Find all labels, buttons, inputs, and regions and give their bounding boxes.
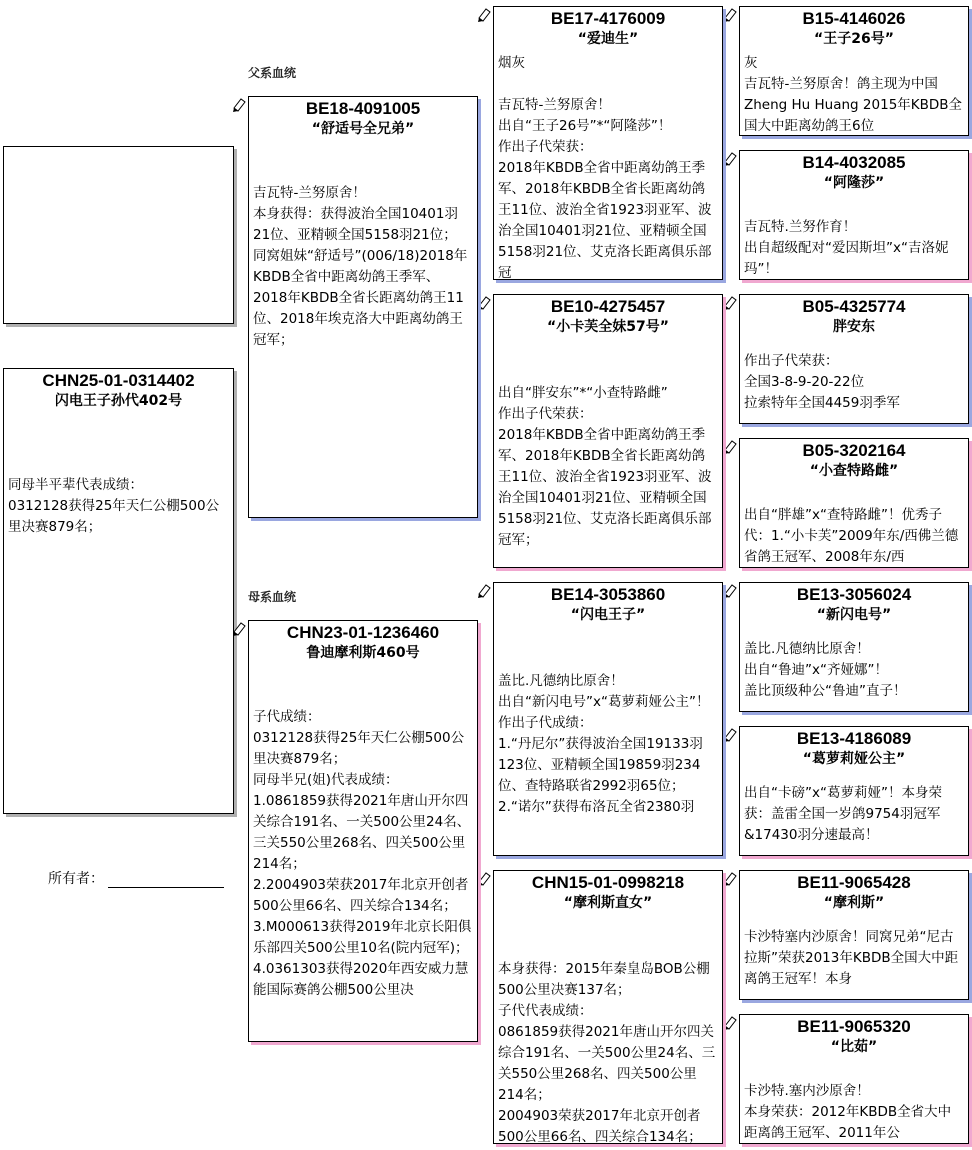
sire-dam-name: “小卡芙全妹57号” — [547, 319, 669, 335]
sire-sire-color: 烟灰 — [498, 55, 525, 71]
pencil-icon[interactable] — [723, 870, 739, 886]
sire-dam-notes: 出自“胖安东”*“小查特路雌” 作出子代荣获： 2018年KBDB全省中距离幼鸽王季军、2018年KBDB全省长距离幼鸽王11位、波治全省1923羽亚军、波治全国10401羽21位、亚精顿全国5158羽21位、艾克洛长距离俱乐部冠军； — [498, 385, 712, 548]
pencil-icon[interactable] — [723, 1014, 739, 1030]
dam-sire-card — [493, 582, 723, 856]
owner-label: 所有者： — [48, 871, 104, 887]
dss-card — [739, 582, 969, 712]
dam-sire-notes: 盖比.凡德纳比原舍！ 出自“新闪电号”x“葛萝莉娅公主”！ 作出子代成绩： 1.“丹尼尔”获得波治全国19133羽123位、亚精顿全国19859羽234位、查特路联省2992羽65位； 2.“诺尔”获得布洛瓦全省2380羽 — [498, 673, 710, 815]
sds-notes: 作出子代荣获： 全国3-8-9-20-22位 拉索特年全国4459羽季军 — [744, 353, 900, 411]
dss-name: “新闪电号” — [816, 607, 892, 623]
pencil-icon[interactable] — [723, 438, 739, 454]
sdd-name: “小查特路雌” — [809, 463, 899, 479]
subject-name: 闪电王子孙代402号 — [54, 393, 183, 409]
owner-blank-line — [108, 873, 224, 888]
ssd-card — [739, 150, 969, 280]
pencil-icon[interactable] — [477, 870, 493, 886]
sire-sire-card — [493, 6, 723, 280]
sire-section-label: 父系血统 — [248, 66, 297, 80]
sss-color: 灰 — [744, 55, 758, 71]
dam-card — [248, 620, 478, 1042]
sire-dam-card — [493, 294, 723, 568]
pencil-icon[interactable] — [477, 294, 493, 310]
dam-dam-notes: 本身获得：2015年秦皇岛BOB公棚500公里决赛137名； 子代代表成绩： 0861859获得2021年唐山开尔四关综合191名、一关500公里24名、三关550公里268名、四关500公里214名； 2004903荣获2017年北京开创者500公里66名、四关综合134名； — [498, 961, 716, 1144]
ddd-name: “比茹” — [830, 1039, 878, 1055]
sire-name: “舒适号全兄弟” — [311, 121, 415, 137]
dam-name: 鲁迪摩利斯460号 — [306, 645, 420, 661]
sds-card — [739, 294, 969, 424]
dds-ring-number: BE11-9065428 — [797, 873, 911, 892]
dds-notes: 卡沙特塞内沙原舍！同窝兄弟“尼古拉斯”荣获2013年KBDB全国大中距离鸽王冠军！本身 — [744, 929, 959, 987]
subject-ring-number: CHN25-01-0314402 — [42, 371, 195, 390]
dsd-card — [739, 726, 969, 856]
subject-card — [3, 368, 234, 814]
dss-notes: 盖比.凡德纳比原舍！ 出自“鲁迪”x“齐娅娜”！ 盖比顶级种公“鲁迪”直子！ — [744, 641, 907, 699]
sire-notes: 吉瓦特-兰努原舍！ 本身获得：获得波治全国10401羽21位、亚精顿全国5158羽21位； 同窝姐妹“舒适号”(006/18)2018年KBDB全省中距离幼鸽王季军、2018年KBDB全省长距离幼鸽王11位、2018年埃克洛大中距离幼鸽王冠军； — [253, 185, 468, 348]
sss-notes: 吉瓦特-兰努原舍！鸽主现为中国Zheng Hu Huang 2015年KBDB全国大中距离幼鸽王6位 — [744, 76, 963, 134]
dam-section-label: 母系血统 — [248, 590, 297, 604]
dsd-name: “葛萝莉娅公主” — [802, 751, 906, 767]
sire-sire-notes: 吉瓦特-兰努原舍！ 出自“王子26号”*“阿隆莎”！ 作出子代荣获： 2018年KBDB全省中距离幼鸽王季军、2018年KBDB全省长距离幼鸽王11位、波治全省1923羽亚军、波治全国10401羽21位、亚精顿全国5158羽21位、艾克洛长距离俱乐部冠 — [498, 97, 712, 280]
pencil-icon[interactable] — [232, 620, 248, 636]
dam-dam-card — [493, 870, 723, 1144]
owner-field — [48, 868, 224, 888]
dam-dam-ring-number: CHN15-01-0998218 — [531, 873, 685, 892]
pencil-icon[interactable] — [723, 726, 739, 742]
dsd-ring-number: BE13-4186089 — [796, 729, 912, 748]
pencil-icon[interactable] — [477, 6, 493, 22]
sdd-notes: 出自“胖雄”x“查特路雌”！优秀子代：1.“小卡芙”2009年东/西佛兰德省鸽王冠军、2008年东/西 — [744, 507, 959, 565]
sdd-card — [739, 438, 969, 568]
sdd-ring-number: B05-3202164 — [802, 441, 906, 460]
dsd-notes: 出自“卡磅”x“葛萝莉娅”！本身荣获：盖雷全国一岁鸽9754羽冠军&17430羽分速最高！ — [744, 785, 942, 843]
pencil-icon[interactable] — [477, 582, 493, 598]
photo-placeholder — [3, 146, 234, 324]
sire-sire-name: “爱迪生” — [577, 31, 639, 47]
sire-dam-ring-number: BE10-4275457 — [550, 297, 666, 316]
dss-ring-number: BE13-3056024 — [796, 585, 912, 604]
subject-notes: 同母半平辈代表成绩： 0312128获得25年天仁公棚500公里决赛879名； — [8, 477, 220, 535]
sire-card — [248, 96, 478, 518]
ssd-ring-number: B14-4032085 — [802, 153, 906, 172]
dam-dam-name: “摩利斯直女” — [563, 895, 653, 911]
sire-sire-ring-number: BE17-4176009 — [550, 9, 666, 28]
ssd-notes: 吉瓦特.兰努作育！ 出自超级配对“爱因斯坦”x“吉洛妮玛”！ — [744, 219, 949, 277]
sire-ring-number: BE18-4091005 — [305, 99, 421, 118]
sds-name: 胖安东 — [833, 319, 875, 335]
pencil-icon[interactable] — [723, 294, 739, 310]
dds-name: “摩利斯” — [823, 895, 885, 911]
sss-card — [739, 6, 969, 136]
dam-notes: 子代成绩： 0312128获得25年天仁公棚500公里决赛879名； 同母半兄(姐)代表成绩： 1.0861859获得2021年唐山开尔四关综合191名、一关500公里24名、三关550公里268名、四关500公里214名； 2.2004903荣获2017年北京开创者500公里66名、四关综合134名； 3.M000613获得2019年北京长阳俱乐部四关500公里10名(院内冠军)； 4.0361303获得2020年西安威力慧能国际赛鸽公棚500公里决 — [253, 709, 472, 998]
dam-ring-number: CHN23-01-1236460 — [286, 623, 440, 642]
pencil-icon[interactable] — [723, 150, 739, 166]
dam-sire-ring-number: BE14-3053860 — [550, 585, 666, 604]
pencil-icon[interactable] — [232, 96, 248, 112]
sds-ring-number: B05-4325774 — [802, 297, 906, 316]
dds-card — [739, 870, 969, 1000]
sss-ring-number: B15-4146026 — [802, 9, 906, 28]
pencil-icon[interactable] — [723, 6, 739, 22]
ssd-name: “阿隆莎” — [823, 175, 885, 191]
pencil-icon[interactable] — [723, 582, 739, 598]
ddd-notes: 卡沙特.塞内沙原舍！ 本身荣获：2012年KBDB全省大中距离鸽王冠军、2011年公 — [744, 1083, 952, 1141]
ddd-card — [739, 1014, 969, 1144]
ddd-ring-number: BE11-9065320 — [797, 1017, 911, 1036]
sss-name: “王子26号” — [814, 31, 894, 47]
dam-sire-name: “闪电王子” — [570, 607, 646, 623]
